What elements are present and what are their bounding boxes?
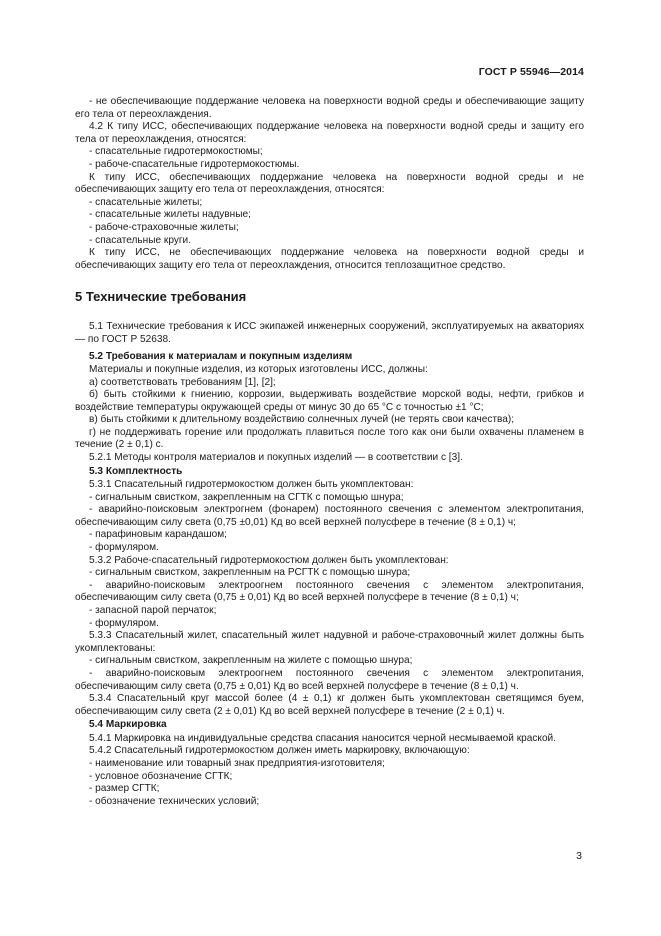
list-item: - спасательные круги. <box>89 234 192 246</box>
list-item: - спасательные жилеты надувные; <box>89 209 251 221</box>
paragraph: 5.4.2 Спасательный гидротермокостюм должен иметь маркировку, включающую: <box>89 745 470 757</box>
list-item: - условное обозначение СГТК; <box>89 770 233 782</box>
list-item: а) соответствовать требованиям [1], [2]; <box>89 376 276 388</box>
paragraph: 5.3.2 Рабоче-спасательный гидротермокостюм должен быть укомплектован: <box>89 554 449 566</box>
subsection-5-3-title: 5.3 Комплектность <box>89 465 183 477</box>
paragraph: 5.3.4 Спасательный круг массой более (4 ± 0,1) кг должен быть укомплектован светящимся буем, обеспечивающим силу света (2 ± 0,01) Кд во всей верхней полусфере в течение (2 ± 0,1) ч. <box>75 693 584 717</box>
list-item: - аварийно-поисковым электроогнем постоянного свечения с элементом электропитания, обеспечивающим силу света (0,75 ± 0,01) Кд во всей верхней полусфере в течение (8 ± 0,1) ч. <box>75 667 584 692</box>
paragraph-5-1: 5.1 Технические требования к ИСС экипажей инженерных сооружений, эксплуатируемых на акваториях — по ГОСТ Р 52638. <box>75 321 584 345</box>
list-item: - сигнальным свистком, закрепленным на СГТК с помощью шнура; <box>89 491 404 503</box>
subsection-5-4-title: 5.4 Маркировка <box>89 719 167 731</box>
list-item: - наименование или товарный знак предприятия-изготовителя; <box>89 757 385 769</box>
list-item: - парафиновым карандашом; <box>89 529 227 541</box>
section-5-title: 5 Технические требования <box>75 289 247 305</box>
list-item: - обозначение технических условий; <box>89 795 260 807</box>
subsection-5-2-title: 5.2 Требования к материалам и покупным изделиям <box>89 350 353 362</box>
paragraph: - не обеспечивающие поддержание человека на поверхности водной среды и обеспечивающие защиту его тела от переохлаждения. <box>75 96 584 120</box>
list-item: г) не поддерживать горение или продолжать плавиться после того как они были охвачены пламенем в течение (2 ± 0,1) с. <box>75 426 584 451</box>
paragraph: 5.2.1 Методы контроля материалов и покупных изделий — в соответствии с [3]. <box>89 452 463 464</box>
paragraph: 4.2 К типу ИСС, обеспечивающих поддержание человека на поверхности водной среды и защиту его тела от переохлаждения, относятся: <box>75 121 584 145</box>
document-header-id: ГОСТ Р 55946—2014 <box>478 66 584 78</box>
list-item: - формуляром. <box>89 542 159 554</box>
list-item: - размер СГТК; <box>89 783 160 795</box>
document-body <box>75 96 584 808</box>
list-item: в) быть стойкими к длительному воздействию солнечных лучей (не терять свои качества); <box>89 414 515 426</box>
list-item: б) быть стойкими к гниению, коррозии, выдерживать воздействие морской воды, нефти, грибков и воздействие температуры окружающей среды от минус 30 до 65 °С с точностью ±1 °С; <box>75 389 584 413</box>
page-number: 3 <box>576 850 582 862</box>
paragraph: 5.3.3 Спасательный жилет, спасательный жилет надувной и рабоче-страховочный жилет должны быть укомплектованы: <box>75 630 584 654</box>
paragraph: К типу ИСС, обеспечивающих поддержание человека на поверхности водной среды и не обеспечивающих защиту его тела от переохлаждения, относятся: <box>75 171 584 196</box>
list-item: - запасной парой перчаток; <box>89 605 217 616</box>
list-item: - сигнальным свистком, закрепленным на жилете с помощью шнура; <box>89 655 413 667</box>
list-item: - аварийно-поисковым электроогнем постоянного свечения с элементом электропитания, обеспечивающим силу света (0,75 ± 0,01) Кд во всей верхней полусфере в течение (8 ± 0,1) ч; <box>75 579 584 604</box>
paragraph: 5.4.1 Маркировка на индивидуальные средства спасания наносится черной несмываемой краской. <box>89 732 556 744</box>
paragraph: Материалы и покупные изделия, из которых изготовлены ИСС, должны: <box>89 363 428 375</box>
list-item: - спасательные жилеты; <box>89 196 203 208</box>
list-item: - аварийно-поисковым электрогнем (фонарем) постоянного свечения с элементом электропитания, обеспечивающим силу света (0,75 ±0,01) Кд во всей верхней полусфере в течение (8 ± 0,1) ч; <box>75 504 584 528</box>
paragraph: К типу ИСС, не обеспечивающих поддержание человека на поверхности водной среды и обеспечивающих защиту его тела от переохлаждения, относится теплозащитное средство. <box>75 247 584 271</box>
list-item: - сигнальным свистком, закрепленным на РСГТК с помощью шнура; <box>89 567 411 579</box>
list-item: - спасательные гидротермокостюмы; <box>89 146 263 158</box>
list-item: - рабоче-спасательные гидротермокостюмы. <box>89 158 300 170</box>
list-item: - формуляром. <box>89 617 159 629</box>
paragraph: 5.3.1 Спасательный гидротермокостюм должен быть укомплектован: <box>89 479 414 491</box>
list-item: - рабоче-страховочные жилеты; <box>89 221 239 233</box>
